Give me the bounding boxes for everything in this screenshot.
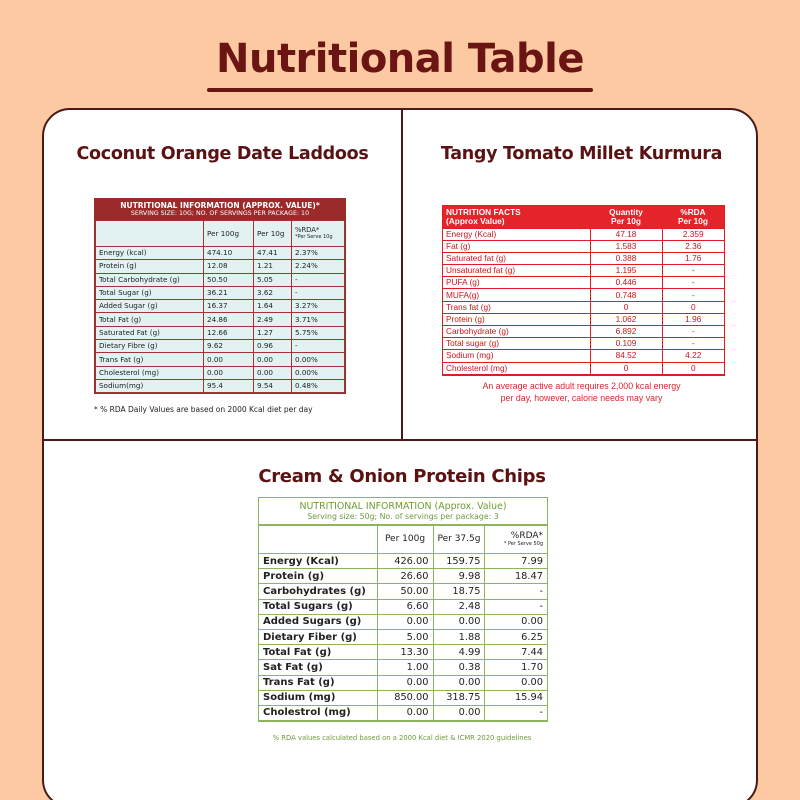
kurmura-table-row (443, 326, 724, 338)
chips-col-rda (485, 526, 547, 554)
kurmura-col-qty (590, 206, 662, 228)
chips-table-cell: - (485, 599, 547, 614)
chips-table-row (259, 569, 547, 584)
kurmura-heading: Tangy Tomato Millet Kurmura (440, 144, 723, 164)
laddoos-table-cell: 24.86 (204, 313, 254, 326)
kurmura-table-cell: 0 (590, 362, 662, 374)
chips-table-header (259, 498, 547, 525)
kurmura-col-name-1: NUTRITION FACTS (446, 206, 521, 217)
chips-table-cell: 318.75 (433, 690, 485, 705)
chips-table-row (259, 614, 547, 629)
chips-table-cell: 850.00 (377, 690, 433, 705)
chips-table-cell: 159.75 (433, 554, 485, 569)
page-title: Nutritional Table (215, 36, 585, 82)
chips-header-title: NUTRITIONAL INFORMATION (Approx. Value) (299, 501, 507, 512)
chips-table-cell: 18.47 (485, 569, 547, 584)
kurmura-table-cell: - (662, 289, 724, 301)
chips-table-cell: Total Fat (g) (259, 645, 377, 660)
chips-table-cell: 0.00 (377, 675, 433, 690)
kurmura-table-cell: Cholesterol (mg) (443, 362, 590, 374)
laddoos-col-per100: Per 100g (204, 221, 254, 247)
laddoos-table-cell: 5.05 (254, 273, 292, 286)
laddoos-table-cell: 0.96 (254, 340, 292, 353)
laddoos-table-cell: Total Carbohydrate (g) (96, 273, 204, 286)
laddoos-heading: Coconut Orange Date Laddoos (76, 144, 369, 164)
chips-table-cell: Total Sugars (g) (259, 599, 377, 614)
chips-col-blank (259, 526, 377, 554)
chips-table-cell: 426.00 (377, 554, 433, 569)
kurmura-col-rda-2: Per 10g (678, 215, 708, 226)
kurmura-table-cell: 0.748 (590, 289, 662, 301)
chips-table-cell: 0.00 (433, 614, 485, 629)
laddoos-table-cell: Trans Fat (g) (96, 353, 204, 366)
chips-table-cell: 7.99 (485, 554, 547, 569)
laddoos-table-cell: Added Sugar (g) (96, 300, 204, 313)
laddoos-table-cell: 16.37 (204, 300, 254, 313)
kurmura-footnote-line2: per day, however, calorie needs may vary (500, 393, 663, 403)
kurmura-table-cell: 2.36 (662, 240, 724, 252)
kurmura-table-cell: 4.22 (662, 350, 724, 362)
kurmura-table-cell: 0 (662, 301, 724, 313)
laddoos-table-cell: 2.49 (254, 313, 292, 326)
chips-table-cell: 2.48 (433, 599, 485, 614)
chips-table-cell: Dietary Fiber (g) (259, 629, 377, 644)
chips-table-cell: 0.00 (433, 675, 485, 690)
chips-table-cell: - (485, 705, 547, 720)
chips-table-cell: 0.00 (485, 614, 547, 629)
chips-footnote: % RDA values calculated based on a 2000 Kcal diet & ICMR 2020 guidelines (272, 734, 532, 742)
chips-table-cell: 0.38 (433, 660, 485, 675)
laddoos-nutrition-table (94, 198, 346, 394)
laddoos-table-row (96, 286, 345, 299)
chips-table-cell: Carbohydrates (g) (259, 584, 377, 599)
kurmura-table-cell: - (662, 265, 724, 277)
kurmura-table-row (443, 265, 724, 277)
chips-table-cell: 1.00 (377, 660, 433, 675)
kurmura-table-cell: 1.96 (662, 313, 724, 325)
chips-table-cell: Added Sugars (g) (259, 614, 377, 629)
kurmura-table-cell: Fat (g) (443, 240, 590, 252)
laddoos-table-cell: 3.71% (292, 313, 345, 326)
laddoos-table-cell: Total Sugar (g) (96, 286, 204, 299)
laddoos-table-cell: 3.62 (254, 286, 292, 299)
chips-table-row (259, 554, 547, 569)
kurmura-table-row (443, 240, 724, 252)
chips-table-cell: 9.98 (433, 569, 485, 584)
chips-table-cell: 13.30 (377, 645, 433, 660)
kurmura-table-cell: Saturated fat (g) (443, 252, 590, 264)
chips-col-rda-label: %RDA* (510, 530, 543, 541)
kurmura-table-row (443, 289, 724, 301)
laddoos-col-rda-sub: *Per Serve 10g (295, 233, 333, 240)
laddoos-table-cell: - (292, 340, 345, 353)
laddoos-table-cell: 5.75% (292, 326, 345, 339)
laddoos-table-cell: Energy (kcal) (96, 247, 204, 260)
chips-table-cell: 4.99 (433, 645, 485, 660)
laddoos-table-row (96, 273, 345, 286)
laddoos-header-title: NUTRITIONAL INFORMATION (APPROX. VALUE)* (120, 201, 320, 210)
chips-table-cell: 0.00 (377, 614, 433, 629)
kurmura-table-row (443, 350, 724, 362)
laddoos-table-cell: 36.21 (204, 286, 254, 299)
laddoos-column-headers (96, 221, 345, 247)
chips-col-rda-sub: * Per Serve 50g (503, 540, 543, 547)
laddoos-table-row (96, 379, 345, 392)
kurmura-col-qty-1: Quantity (609, 206, 643, 217)
laddoos-table-cell: 47.41 (254, 247, 292, 260)
kurmura-table-row (443, 338, 724, 350)
chips-table-cell: Sat Fat (g) (259, 660, 377, 675)
laddoos-table-cell: 50.50 (204, 273, 254, 286)
kurmura-table-row (443, 301, 724, 313)
chips-table-cell: 5.00 (377, 629, 433, 644)
laddoos-footnote: * % RDA Daily Values are based on 2000 Kcal diet per day (94, 405, 313, 414)
laddoos-table-cell: - (292, 286, 345, 299)
laddoos-header-serving: SERVING SIZE: 10G; NO. OF SERVINGS PER PACKAGE: 10 (130, 210, 310, 217)
chips-table-row (259, 629, 547, 644)
chips-table-cell: Sodium (mg) (259, 690, 377, 705)
chips-column-headers (259, 526, 547, 554)
kurmura-table-cell: 84.52 (590, 350, 662, 362)
chips-table-cell: 6.25 (485, 629, 547, 644)
kurmura-table-row (443, 313, 724, 325)
laddoos-table-row (96, 300, 345, 313)
kurmura-table-cell: Carbohydrate (g) (443, 326, 590, 338)
chips-table-cell: 0.00 (377, 705, 433, 720)
chips-table-cell: 6.60 (377, 599, 433, 614)
laddoos-table-cell: Saturated Fat (g) (96, 326, 204, 339)
chips-table-cell: - (485, 584, 547, 599)
kurmura-table-cell: 0 (662, 362, 724, 374)
chips-table-row (259, 645, 547, 660)
kurmura-col-rda-1: %RDA (680, 206, 706, 217)
laddoos-table-cell: Dietary Fibre (g) (96, 340, 204, 353)
chips-table-cell: 1.88 (433, 629, 485, 644)
chips-table-cell: 18.75 (433, 584, 485, 599)
chips-table-cell: 15.94 (485, 690, 547, 705)
kurmura-table-cell: 47.18 (590, 228, 662, 240)
laddoos-table-cell: - (292, 273, 345, 286)
chips-table-cell: 50.00 (377, 584, 433, 599)
kurmura-table-cell: - (662, 326, 724, 338)
kurmura-table-cell: Total sugar (g) (443, 338, 590, 350)
kurmura-table-cell: Sodium (mg) (443, 350, 590, 362)
chips-table-row (259, 690, 547, 705)
laddoos-table-row (96, 326, 345, 339)
kurmura-col-qty-2: Per 10g (611, 215, 641, 226)
laddoos-table-row (96, 353, 345, 366)
horizontal-divider (44, 439, 758, 441)
kurmura-col-name-2: (Approx Value) (446, 215, 505, 226)
laddoos-table-cell: 9.62 (204, 340, 254, 353)
laddoos-table-cell: 0.48% (292, 379, 345, 392)
laddoos-table-row (96, 340, 345, 353)
kurmura-table-cell: - (662, 277, 724, 289)
laddoos-table-cell: 3.27% (292, 300, 345, 313)
kurmura-table-cell: 1.195 (590, 265, 662, 277)
laddoos-table-row (96, 366, 345, 379)
chips-col-per37: Per 37.5g (433, 526, 485, 554)
laddoos-table-cell: 12.66 (204, 326, 254, 339)
laddoos-table-cell: 12.08 (204, 260, 254, 273)
chips-table-cell: 1.70 (485, 660, 547, 675)
chips-heading: Cream & Onion Protein Chips (258, 466, 546, 487)
laddoos-table-cell: 0.00 (204, 353, 254, 366)
laddoos-table-cell: 1.64 (254, 300, 292, 313)
kurmura-table-cell: Energy (Kcal) (443, 228, 590, 240)
laddoos-table-cell: 9.54 (254, 379, 292, 392)
kurmura-table-cell: MUFA(g) (443, 289, 590, 301)
laddoos-table-cell: Sodium(mg) (96, 379, 204, 392)
kurmura-footnote-line1: An average active adult requires 2,000 kcal energy (482, 381, 681, 391)
nutrition-card (42, 108, 758, 800)
kurmura-table-row (443, 252, 724, 264)
laddoos-table-row (96, 260, 345, 273)
laddoos-col-rda-label: %RDA* (295, 225, 320, 234)
laddoos-table-cell: Cholesterol (mg) (96, 366, 204, 379)
chips-table-cell: 7.44 (485, 645, 547, 660)
laddoos-table-cell: 0.00% (292, 366, 345, 379)
laddoos-col-per10: Per 10g (254, 221, 292, 247)
kurmura-table-cell: Trans fat (g) (443, 301, 590, 313)
laddoos-table-cell: Total Fat (g) (96, 313, 204, 326)
kurmura-table-cell: 0.446 (590, 277, 662, 289)
chips-table-cell: 26.60 (377, 569, 433, 584)
chips-table-row (259, 599, 547, 614)
laddoos-table-header (95, 199, 345, 220)
laddoos-col-blank (96, 221, 204, 247)
laddoos-table-cell: 1.21 (254, 260, 292, 273)
chips-table-row (259, 705, 547, 720)
kurmura-table-cell: Unsaturated fat (g) (443, 265, 590, 277)
kurmura-table-cell: PUFA (g) (443, 277, 590, 289)
laddoos-table-row (96, 247, 345, 260)
kurmura-table-cell: 1.76 (662, 252, 724, 264)
kurmura-table-row (443, 362, 724, 374)
kurmura-nutrition-table (442, 205, 725, 376)
kurmura-table-cell: - (662, 338, 724, 350)
laddoos-table-cell: 0.00 (204, 366, 254, 379)
kurmura-table-cell: 1.062 (590, 313, 662, 325)
kurmura-col-rda (662, 206, 724, 228)
chips-table-cell: Trans Fat (g) (259, 675, 377, 690)
kurmura-table-row (443, 277, 724, 289)
chips-table-row (259, 584, 547, 599)
laddoos-table-cell: 0.00 (254, 366, 292, 379)
laddoos-col-rda (292, 221, 345, 247)
chips-table-cell: Protein (g) (259, 569, 377, 584)
kurmura-table-cell: 0 (590, 301, 662, 313)
laddoos-table-cell: 0.00% (292, 353, 345, 366)
chips-col-per100: Per 100g (377, 526, 433, 554)
laddoos-table-cell: Protein (g) (96, 260, 204, 273)
kurmura-column-headers (443, 206, 724, 228)
laddoos-table-cell: 2.37% (292, 247, 345, 260)
kurmura-table-cell: 1.583 (590, 240, 662, 252)
laddoos-table-cell: 2.24% (292, 260, 345, 273)
chips-table-cell: Energy (Kcal) (259, 554, 377, 569)
laddoos-table-cell: 95.4 (204, 379, 254, 392)
chips-table-cell: Cholestrol (mg) (259, 705, 377, 720)
chips-table-cell: 0.00 (433, 705, 485, 720)
kurmura-col-name (443, 206, 590, 228)
kurmura-table-cell: 2.359 (662, 228, 724, 240)
laddoos-table-row (96, 313, 345, 326)
laddoos-table-cell: 0.00 (254, 353, 292, 366)
chips-nutrition-table (258, 497, 548, 722)
kurmura-footnote (403, 380, 758, 404)
laddoos-table-cell: 474.10 (204, 247, 254, 260)
kurmura-table-row (443, 228, 724, 240)
chips-table-cell: 0.00 (485, 675, 547, 690)
title-underline (207, 88, 593, 92)
kurmura-table-cell: 0.388 (590, 252, 662, 264)
chips-header-serving: Serving size: 50g; No. of servings per package: 3 (307, 512, 499, 521)
kurmura-table-cell: 0.109 (590, 338, 662, 350)
chips-table-row (259, 675, 547, 690)
kurmura-table-cell: Protein (g) (443, 313, 590, 325)
chips-table-row (259, 660, 547, 675)
kurmura-table-cell: 6.892 (590, 326, 662, 338)
laddoos-table-cell: 1.27 (254, 326, 292, 339)
